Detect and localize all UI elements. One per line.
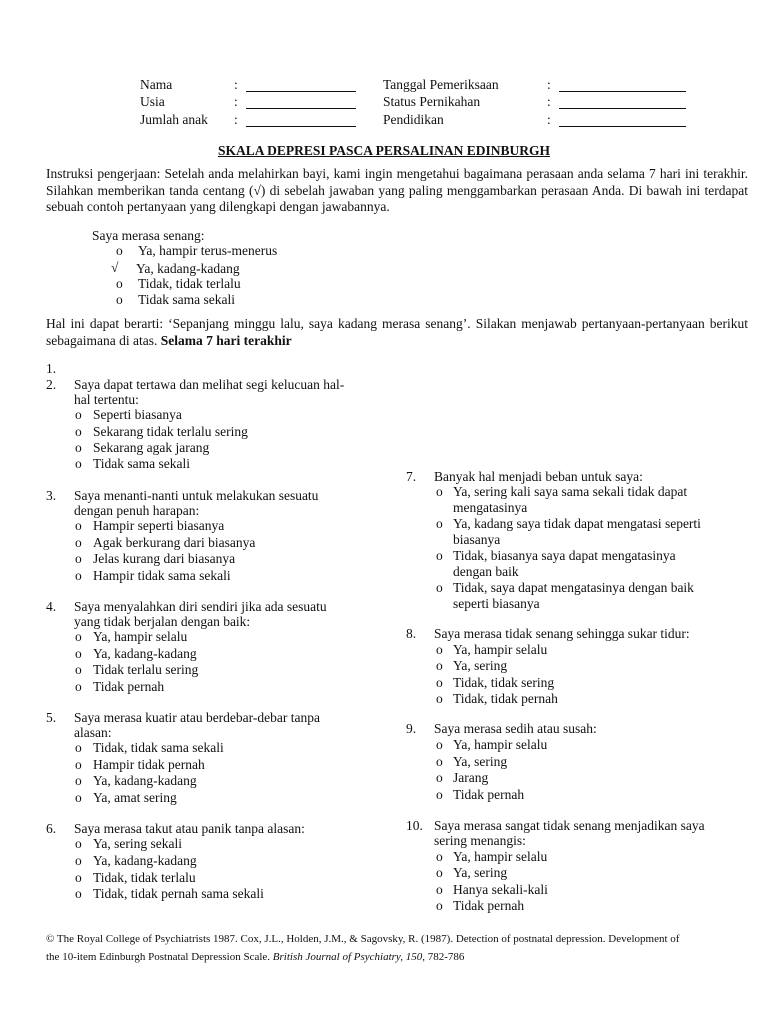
option-marker[interactable]: o [436,675,443,690]
answer-option-continued: biasanya [453,532,501,547]
option-marker[interactable]: o [75,407,82,422]
explanation-bold: Selama 7 hari terakhir [160,332,292,348]
answer-option: Ya, hampir selalu [93,629,188,644]
explanation-text: Hal ini dapat berarti: ‘Sepanjang minggu lalu, saya kadang merasa senang’. Silakan menjawab pertanyaan-pertanyaan berikut sebagaimana di atas. [46,316,748,348]
answer-option: Sekarang agak jarang [93,440,210,455]
question-text: Saya menyalahkan diri sendiri jika ada sesuatu [74,599,327,614]
example-check-marker: √ [111,260,119,275]
marital-status-label: Status Pernikahan [383,94,481,109]
children-count-colon: : [234,112,238,127]
answer-option-continued: mengatasinya [453,500,528,515]
answer-option: Ya, kadang-kadang [93,853,197,868]
education-field[interactable] [559,112,686,127]
example-option: Ya, kadang-kadang [136,261,240,276]
option-marker[interactable]: o [436,658,443,673]
option-marker[interactable]: o [75,757,82,772]
question-text: Banyak hal menjadi beban untuk saya: [434,469,643,484]
exam-date-label: Tanggal Pemeriksaan [383,77,499,92]
answer-option: Seperti biasanya [93,407,182,422]
answer-option: Ya, kadang-kadang [93,773,197,788]
answer-option: Ya, kadang saya tidak dapat mengatasi seperti [453,516,701,531]
option-marker[interactable]: o [75,629,82,644]
answer-option: Tidak sama sekali [93,456,190,471]
option-marker[interactable]: o [436,849,443,864]
question-text: Saya menanti-nanti untuk melakukan sesuatu [74,488,319,503]
option-marker[interactable]: o [75,853,82,868]
answer-option: Sekarang tidak terlalu sering [93,424,248,439]
option-marker[interactable]: o [75,535,82,550]
answer-option: Ya, sering [453,754,508,769]
answer-option: Hampir seperti biasanya [93,518,225,533]
answer-option: Ya, sering [453,865,508,880]
question-number: 9. [406,721,417,736]
answer-option: Tidak, biasanya saya dapat mengatasinya [453,548,676,563]
option-marker[interactable]: o [75,568,82,583]
name-colon: : [234,77,238,92]
option-marker[interactable]: o [75,790,82,805]
marital-status-colon: : [547,94,551,109]
answer-option-continued: seperti biasanya [453,596,540,611]
question-number: 4. [46,599,57,614]
question-number: 10. [406,818,423,833]
marital-status-field[interactable] [559,94,686,109]
answer-option: Jarang [453,770,489,785]
option-marker[interactable]: o [436,737,443,752]
answer-option: Ya, amat sering [93,790,177,805]
option-marker[interactable]: o [436,898,443,913]
answer-option: Tidak, tidak sama sekali [93,740,224,755]
example-option: Tidak sama sekali [138,292,235,307]
option-marker[interactable]: o [436,548,443,563]
option-marker[interactable]: o [75,646,82,661]
example-option: Ya, hampir terus-menerus [138,243,278,258]
answer-option: Agak berkurang dari biasanya [93,535,256,550]
instructions-paragraph: Instruksi pengerjaan: Setelah anda melahirkan bayi, kami ingin mengetahui bagaimana perasaan anda selama 7 hari ini terakhir. Silahkan memberikan tanda centang (√) di sebelah jawaban yang paling menggambarkan perasaan Anda. Di bawah ini terdapat sebuah contoh pertanyaan yang dilengkapi dengan jawabannya. [46,166,748,214]
answer-option: Tidak, saya dapat mengatasinya dengan baik [453,580,694,595]
option-marker[interactable]: o [436,642,443,657]
question-text: dengan penuh harapan: [74,503,200,518]
question-text: Saya merasa sedih atau susah: [434,721,597,736]
exam-date-field[interactable] [559,77,686,92]
option-marker[interactable]: o [436,691,443,706]
citation-line-1: © The Royal College of Psychiatrists 1987. Cox, J.L., Holden, J.M., & Sagovsky, R. (1987). Detection of postnatal depression. Development of [46,933,680,945]
question-number: 8. [406,626,417,641]
answer-option: Tidak pernah [453,898,525,913]
answer-option: Ya, hampir selalu [453,642,548,657]
example-option-marker: o [116,276,123,291]
option-marker[interactable]: o [436,865,443,880]
option-marker[interactable]: o [75,886,82,901]
example-option-marker: o [116,243,123,258]
question-number: 5. [46,710,57,725]
answer-option-continued: dengan baik [453,564,519,579]
answer-option: Tidak terlalu sering [93,662,199,677]
option-marker[interactable]: o [436,516,443,531]
age-label: Usia [140,94,165,109]
answer-option: Tidak, tidak pernah sama sekali [93,886,264,901]
question-text: Saya dapat tertawa dan melihat segi kelucuan hal- [74,377,345,392]
option-marker[interactable]: o [75,551,82,566]
option-marker[interactable]: o [436,754,443,769]
explanation-paragraph [46,316,748,349]
question-number: 6. [46,821,57,836]
answer-option: Ya, sering kali saya sama sekali tidak dapat [453,484,688,499]
question-text: Saya merasa sangat tidak senang menjadikan saya [434,818,705,833]
citation-footer [46,930,748,966]
example-option-marker: o [116,292,123,307]
age-row [0,94,768,111]
citation-text: the 10-item Edinburgh Postnatal Depression Scale. [46,951,273,963]
example-option: Tidak, tidak terlalu [138,276,241,291]
question-text: alasan: [74,725,112,740]
exam-date-colon: : [547,77,551,92]
children-count-field[interactable] [246,112,356,127]
question-text: hal tertentu: [74,392,139,407]
answer-option: Hanya sekali-kali [453,882,548,897]
option-marker[interactable]: o [75,440,82,455]
option-marker[interactable]: o [75,424,82,439]
question-text: Saya merasa kuatir atau berdebar-debar tanpa [74,710,320,725]
question-text: Saya merasa takut atau panik tanpa alasan: [74,821,305,836]
question-number: 2. [46,377,57,392]
option-marker[interactable]: o [75,662,82,677]
option-marker[interactable]: o [75,518,82,533]
option-marker[interactable]: o [436,484,443,499]
option-marker[interactable]: o [436,770,443,785]
answer-option: Ya, sering [453,658,508,673]
question-text: sering menangis: [434,833,526,848]
age-field[interactable] [246,94,356,109]
age-colon: : [234,94,238,109]
question-number: 7. [406,469,417,484]
children-row [0,112,768,129]
answer-option: Hampir tidak pernah [93,757,205,772]
question-text: yang tidak berjalan dengan baik: [74,614,251,629]
option-marker[interactable]: o [75,773,82,788]
answer-option: Tidak pernah [93,679,165,694]
name-field[interactable] [246,77,356,92]
answer-option: Tidak, tidak pernah [453,691,558,706]
answer-option: Ya, sering sekali [93,836,182,851]
example-question: Saya merasa senang: [92,228,205,243]
name-row [0,77,768,94]
option-marker[interactable]: o [436,580,443,595]
option-marker[interactable]: o [75,870,82,885]
option-marker[interactable]: o [75,836,82,851]
citation-line-2 [46,948,748,966]
option-marker[interactable]: o [75,740,82,755]
education-label: Pendidikan [383,112,444,127]
document-title: SKALA DEPRESI PASCA PERSALINAN EDINBURGH [217,143,551,158]
answer-option: Jelas kurang dari biasanya [93,551,236,566]
question-1-number: 1. [46,361,57,376]
option-marker[interactable]: o [75,679,82,694]
option-marker[interactable]: o [436,882,443,897]
question-text: Saya merasa tidak senang sehingga sukar tidur: [434,626,690,641]
option-marker[interactable]: o [436,787,443,802]
answer-option: Hampir tidak sama sekali [93,568,231,583]
option-marker[interactable]: o [75,456,82,471]
answer-option: Tidak, tidak sering [453,675,555,690]
journal-name: British Journal of Psychiatry, 150 [272,951,423,963]
answer-option: Tidak pernah [453,787,525,802]
citation-pages: , 782-786 [422,951,465,963]
answer-option: Tidak, tidak terlalu [93,870,196,885]
answer-option: Ya, kadang-kadang [93,646,197,661]
name-label: Nama [140,77,173,92]
answer-option: Ya, hampir selalu [453,849,548,864]
education-colon: : [547,112,551,127]
answer-option: Ya, hampir selalu [453,737,548,752]
children-count-label: Jumlah anak [140,112,208,127]
question-number: 3. [46,488,57,503]
